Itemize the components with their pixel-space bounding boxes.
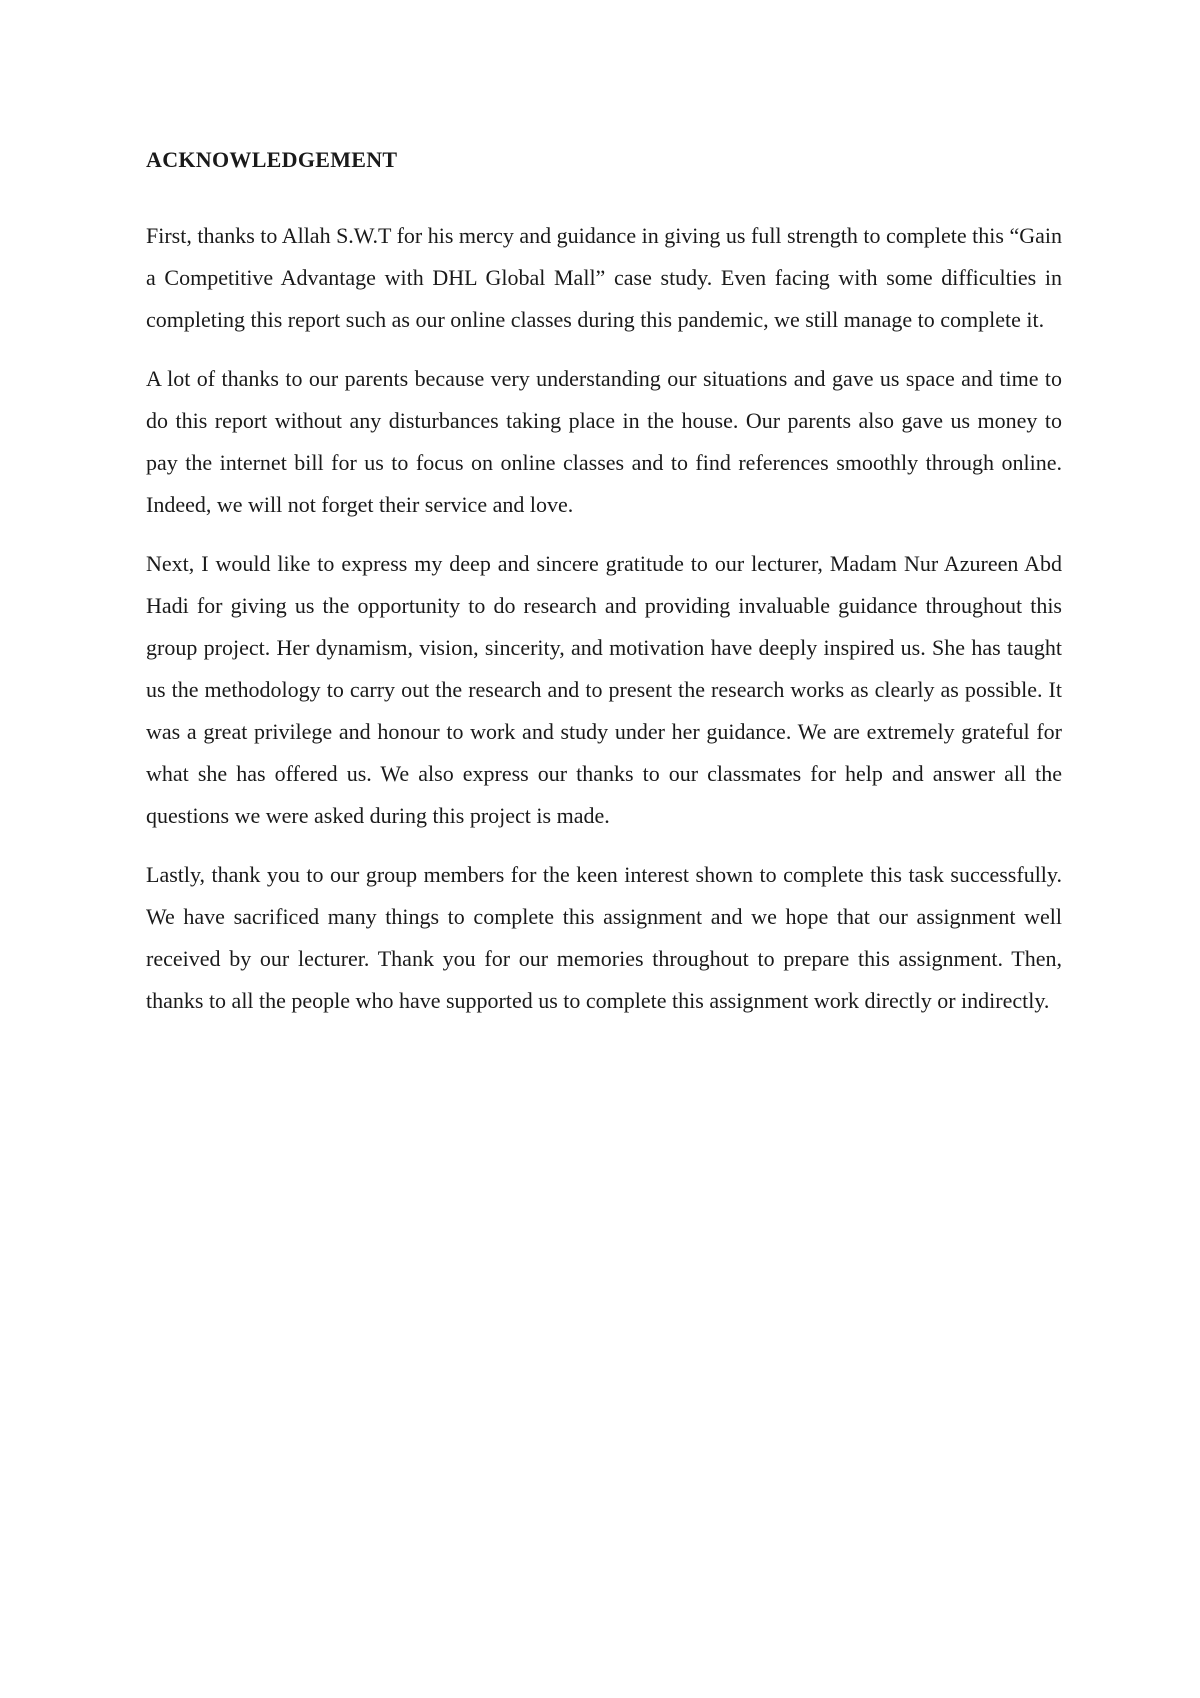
paragraph-3: Next, I would like to express my deep and sincere gratitude to our lecturer, Madam Nur Azureen Abd Hadi for giving us the opportunity to do research and providing invaluable guidance throughout this group project. Her dynamism, vision, sincerity, and motivation have deeply inspired us. She has taught us the methodology to carry out the research and to present the research works as clearly as possible. It was a great privilege and honour to work and study under her guidance. We are extremely grateful for what she has offered us. We also express our thanks to our classmates for help and answer all the questions we were asked during this project is made.	[146, 551, 1062, 828]
paragraph-4: Lastly, thank you to our group members for the keen interest shown to complete this task successfully. We have sacrificed many things to complete this assignment and we hope that our assignment well received by our lecturer. Thank you for our memories throughout to prepare this assignment. Then, thanks to all the people who have supported us to complete this assignment work directly or indirectly.	[146, 862, 1062, 1013]
paragraph-1: First, thanks to Allah S.W.T for his mercy and guidance in giving us full strength to complete this “Gain a Competitive Advantage with DHL Global Mall” case study. Even facing with some difficulties in completing this report such as our online classes during this pandemic, we still manage to complete it.	[146, 223, 1062, 332]
document-body	[146, 145, 1062, 1039]
paragraph-2: A lot of thanks to our parents because very understanding our situations and gave us space and time to do this report without any disturbances taking place in the house. Our parents also gave us money to pay the internet bill for us to focus on online classes and to find references smoothly through online. Indeed, we will not forget their service and love.	[146, 366, 1062, 517]
page-title: ACKNOWLEDGEMENT	[146, 147, 398, 172]
